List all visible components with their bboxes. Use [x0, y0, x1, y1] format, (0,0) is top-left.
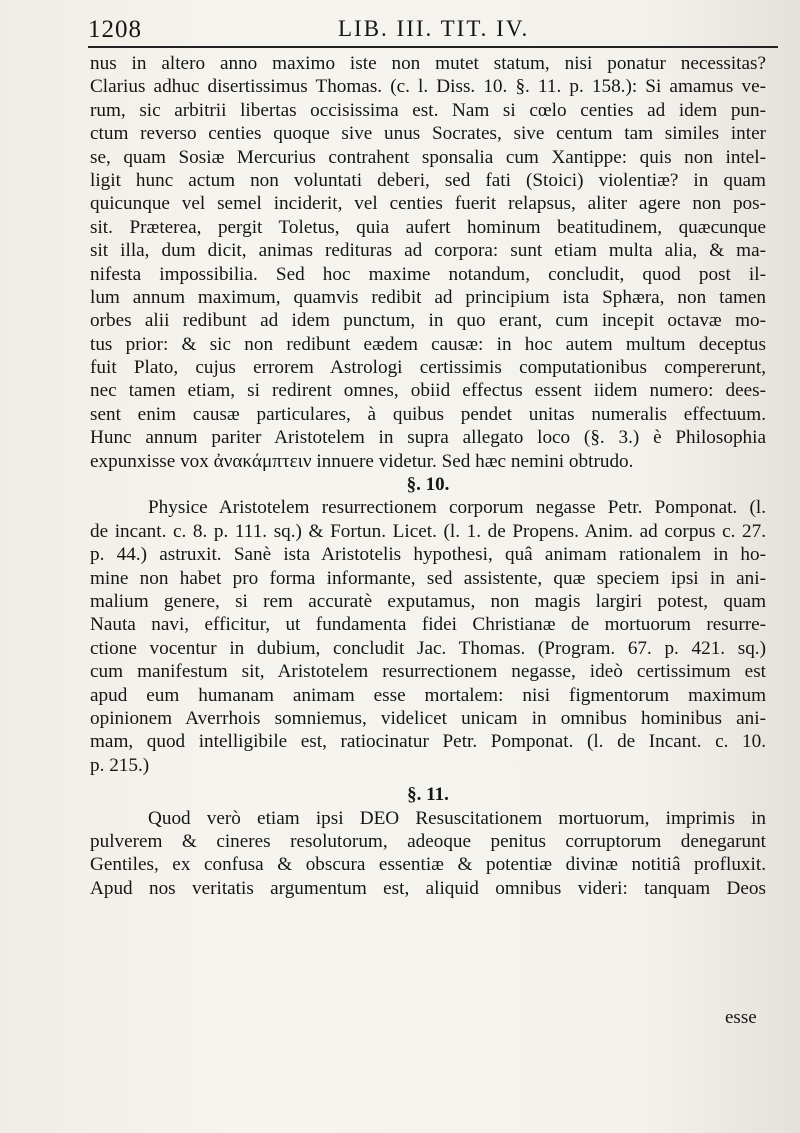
section-heading-11: §. 11.: [407, 784, 449, 806]
text-line: p. 215.): [90, 754, 150, 776]
page-number: 1208: [88, 16, 142, 43]
text-line: sit. Præterea, pergit Toletus, quia aufert hominum beatitudinem, quæcunque: [90, 216, 766, 238]
section-heading-10: §. 10.: [406, 474, 450, 496]
running-head: LIB. III. TIT. IV.: [338, 16, 530, 41]
text-line: opinionem Averrhois somniemus, videlicet unicam in omnibus hominibus ani-: [90, 707, 766, 729]
text-line: orbes alii redibunt ad idem punctum, in quo erant, cum incepit octavæ mo-: [90, 310, 766, 332]
text-line: cum manifestum sit, Aristotelem resurrectionem negasse, ideò certissimum est: [90, 661, 766, 683]
text-line: nifesta impossibilia. Sed hoc maxime notandum, concludit, quod post il-: [90, 263, 766, 285]
text-line: Gentiles, ex confusa & obscura essentiæ & potentiæ divinæ notitiâ profluxit.: [90, 854, 766, 876]
body-text: [90, 52, 766, 900]
text-line: Hunc annum pariter Aristotelem in supra allegato loco (§. 3.) è Philosophia: [90, 427, 766, 449]
text-line: quicunque vel semel inciderit, vel centies fuerit relapsus, aliter agere non pos-: [90, 193, 766, 215]
text-line: ctum reverso centies quoque sive unus Socrates, sive centum tam similes inter: [90, 123, 766, 145]
text-line: Quod verò etiam ipsi DEO Resuscitationem mortuorum, imprimis in: [148, 807, 766, 829]
text-line: nec tamen etiam, si redirent omnes, obiid effectus essent iidem numero: dees-: [90, 380, 766, 402]
page-header: [88, 10, 778, 48]
text-line: tus prior: & sic non redibunt eædem causæ: in hoc autem multum deceptus: [90, 333, 766, 355]
text-line: fuit Plato, cujus errorem Astrologi certissimis computationibus compererunt,: [90, 357, 766, 379]
text-line: pulverem & cineres resolutorum, adeoque penitus corruptorum denegarunt: [90, 830, 766, 852]
header-rule: [88, 46, 778, 48]
text-line: sit illa, dum dicit, animas redituras ad corpora: sunt etiam multa alia, & ma-: [90, 240, 766, 262]
text-line: ctione vocentur in dubium, concludit Jac. Thomas. (Program. 67. p. 421. sq.): [90, 637, 766, 659]
text-line: sent enim causæ particulares, à quibus pendet unitas numeralis effectuum.: [90, 403, 766, 425]
text-line: nus in altero anno maximo iste non mutet statum, nisi ponatur necessitas?: [90, 53, 766, 74]
text-line: se, quam Sosiæ Mercurius contrahent sponsalia cum Xantippe: quis non intel-: [90, 146, 766, 168]
text-line: malium genere, si rem accuratè exputamus, non magis largiri potest, quam: [90, 590, 766, 612]
text-line: Apud nos veritatis argumentum est, aliquid omnibus videri: tanquam Deos: [90, 877, 766, 899]
text-line: apud eum humanam animam esse mortalem: nisi figmentorum maximum: [90, 684, 766, 706]
text-line: de incant. c. 8. p. 111. sq.) & Fortun. Licet. (l. 1. de Propens. Anim. ad corpus c. 27.: [90, 520, 766, 542]
text-line: lum annum maximum, quamvis redibit ad principium ista Sphæra, non tamen: [90, 286, 766, 308]
catchword: esse: [725, 1007, 757, 1028]
text-line: Clarius adhuc disertissimus Thomas. (c. l. Diss. 10. §. 11. p. 158.): Si amamus ve-: [90, 76, 766, 98]
text-line: rum, sic arbitrii libertas occisissima est. Nam si cœlo centies ad idem pun-: [90, 99, 766, 121]
text-line: p. 44.) astruxit. Sanè ista Aristotelis hypothesi, quâ animam rationalem in ho-: [90, 544, 766, 566]
text-line: mine non habet pro forma informante, sed assistente, quæ speciem ipsi in ani-: [90, 567, 766, 589]
text-line: Physice Aristotelem resurrectionem corporum negasse Petr. Pomponat. (l.: [148, 497, 766, 519]
text-line: Nauta navi, efficitur, ut fundamenta fidei Christianæ de mortuorum resurre-: [90, 614, 766, 636]
text-line: mam, quod intelligibile est, ratiocinatur Petr. Pomponat. (l. de Incant. c. 10.: [90, 731, 766, 753]
text-line: expunxisse vox ἀνακάμπτειν innuere videtur. Sed hæc nemini obtrudo.: [90, 450, 634, 472]
text-line: ligit hunc actum non voluntati deberi, sed fati (Stoici) violentiæ? in quam: [90, 169, 766, 191]
